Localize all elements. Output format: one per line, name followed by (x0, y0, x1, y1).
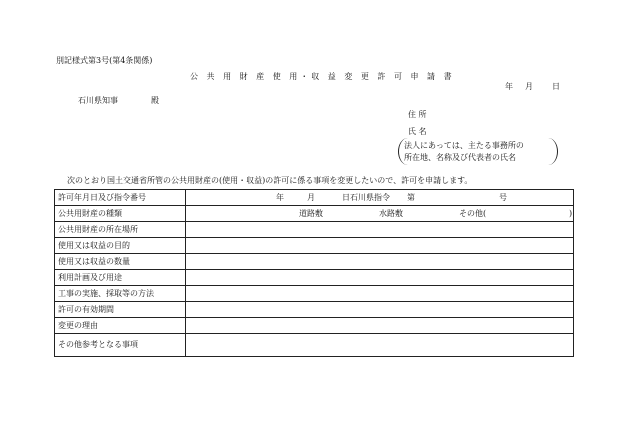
applicant-address-label: 住 所 (408, 110, 427, 119)
permit-day-prefix: 日石川県指令 (342, 192, 390, 202)
permit-details-cell[interactable] (186, 190, 574, 206)
addressee-name: 石川県知事 (78, 96, 118, 105)
table-row (55, 206, 574, 222)
page-title: 公 共 用 財 産 使 用・収 益 変 更 許 可 申 請 書 (190, 72, 455, 81)
table-row (55, 190, 574, 206)
type-road: 道路敷 (299, 208, 323, 218)
type-other: その他( (459, 208, 487, 218)
permit-dai: 第 (407, 192, 415, 202)
type-other-close: ) (569, 208, 573, 218)
table-row (55, 254, 574, 270)
row-label-period: 許可の有効期間 (55, 302, 186, 318)
purpose-cell[interactable] (186, 238, 574, 254)
corporate-note-line2: 所在地、名称及び代表者の氏名 (404, 153, 516, 162)
quantity-cell[interactable] (186, 254, 574, 270)
row-label-reason: 変更の理由 (55, 318, 186, 334)
location-cell[interactable] (186, 222, 574, 238)
method-cell[interactable] (186, 286, 574, 302)
reason-cell[interactable] (186, 318, 574, 334)
table-row (55, 302, 574, 318)
date-month: 月 (525, 82, 533, 91)
property-type-cell[interactable] (186, 206, 574, 222)
row-label-purpose: 使用又は収益の目的 (55, 238, 186, 254)
application-table (54, 189, 574, 357)
plan-cell[interactable] (186, 270, 574, 286)
table-row (55, 334, 574, 357)
table-row (55, 238, 574, 254)
row-label-plan: 利用計画及び用途 (55, 270, 186, 286)
row-label-permit: 許可年月日及び指令番号 (55, 190, 186, 206)
corporate-note-line1: 法人にあっては、主たる事務所の (404, 141, 524, 150)
table-row (55, 270, 574, 286)
row-label-type: 公共用財産の種類 (55, 206, 186, 222)
period-cell[interactable] (186, 302, 574, 318)
addressee-honorific: 殿 (151, 96, 159, 105)
date-day: 日 (552, 82, 560, 91)
row-label-method: 工事の実施、採取等の方法 (55, 286, 186, 302)
other-notes-cell[interactable] (186, 334, 574, 357)
permit-month: 月 (307, 192, 315, 202)
type-water: 水路敷 (379, 208, 403, 218)
table-row (55, 222, 574, 238)
intro-text: 次のとおり国土交通省所管の公共用財産の(使用・収益)の許可に係る事項を変更したいので、許可を申請します。 (67, 176, 473, 185)
table-row (55, 286, 574, 302)
permit-go: 号 (499, 192, 507, 202)
permit-year: 年 (276, 192, 284, 202)
form-number: 別記様式第3号(第4条関係) (56, 56, 153, 65)
row-label-location: 公共用財産の所在場所 (55, 222, 186, 238)
row-label-other: その他参考となる事項 (55, 334, 186, 357)
date-year: 年 (505, 82, 513, 91)
row-label-quantity: 使用又は収益の数量 (55, 254, 186, 270)
applicant-name-label: 氏 名 (408, 127, 427, 136)
table-row (55, 318, 574, 334)
